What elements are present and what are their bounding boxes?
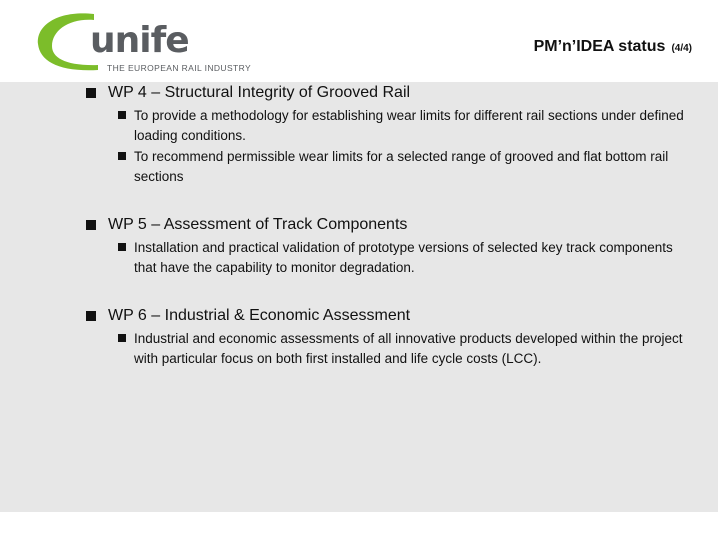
wp-section bbox=[0, 84, 718, 188]
list-item: Industrial and economic assessments of all innovative products developed within the project with particular focus on both first installed and life cycle costs (LCC). bbox=[134, 329, 694, 368]
page-number: (4/4) bbox=[671, 43, 692, 54]
logo-tagline: THE EUROPEAN RAIL INDUSTRY bbox=[107, 63, 252, 73]
square-bullet-icon bbox=[118, 334, 126, 342]
square-bullet-icon bbox=[86, 311, 96, 321]
list-item: Installation and practical validation of prototype versions of selected key track components that have the capability to monitor degradation. bbox=[134, 238, 694, 277]
wp-heading bbox=[0, 84, 718, 106]
square-bullet-icon bbox=[118, 152, 126, 160]
wp-title: WP 6 – Industrial & Economic Assessment bbox=[108, 307, 411, 324]
unife-logo bbox=[32, 8, 262, 74]
slide-header bbox=[0, 0, 720, 82]
wp-heading bbox=[0, 216, 718, 238]
wp-title: WP 4 – Structural Integrity of Grooved Rail bbox=[108, 84, 411, 101]
wp-section bbox=[0, 216, 718, 279]
list-item: To provide a methodology for establishing wear limits for different rail sections under defined loading conditions. bbox=[134, 106, 694, 145]
page-title bbox=[534, 38, 692, 56]
wp-heading bbox=[0, 307, 718, 329]
square-bullet-icon bbox=[86, 88, 96, 98]
list-item: To recommend permissible wear limits for a selected range of grooved and flat bottom rail sections bbox=[134, 147, 694, 186]
wp-section bbox=[0, 307, 718, 370]
logo-wordmark: unife bbox=[90, 20, 189, 61]
content-panel bbox=[0, 82, 718, 512]
wp-title: WP 5 – Assessment of Track Components bbox=[108, 216, 408, 233]
square-bullet-icon bbox=[118, 111, 126, 119]
square-bullet-icon bbox=[118, 243, 126, 251]
page-title-text: PM’n’IDEA status bbox=[533, 38, 666, 55]
square-bullet-icon bbox=[86, 220, 96, 230]
